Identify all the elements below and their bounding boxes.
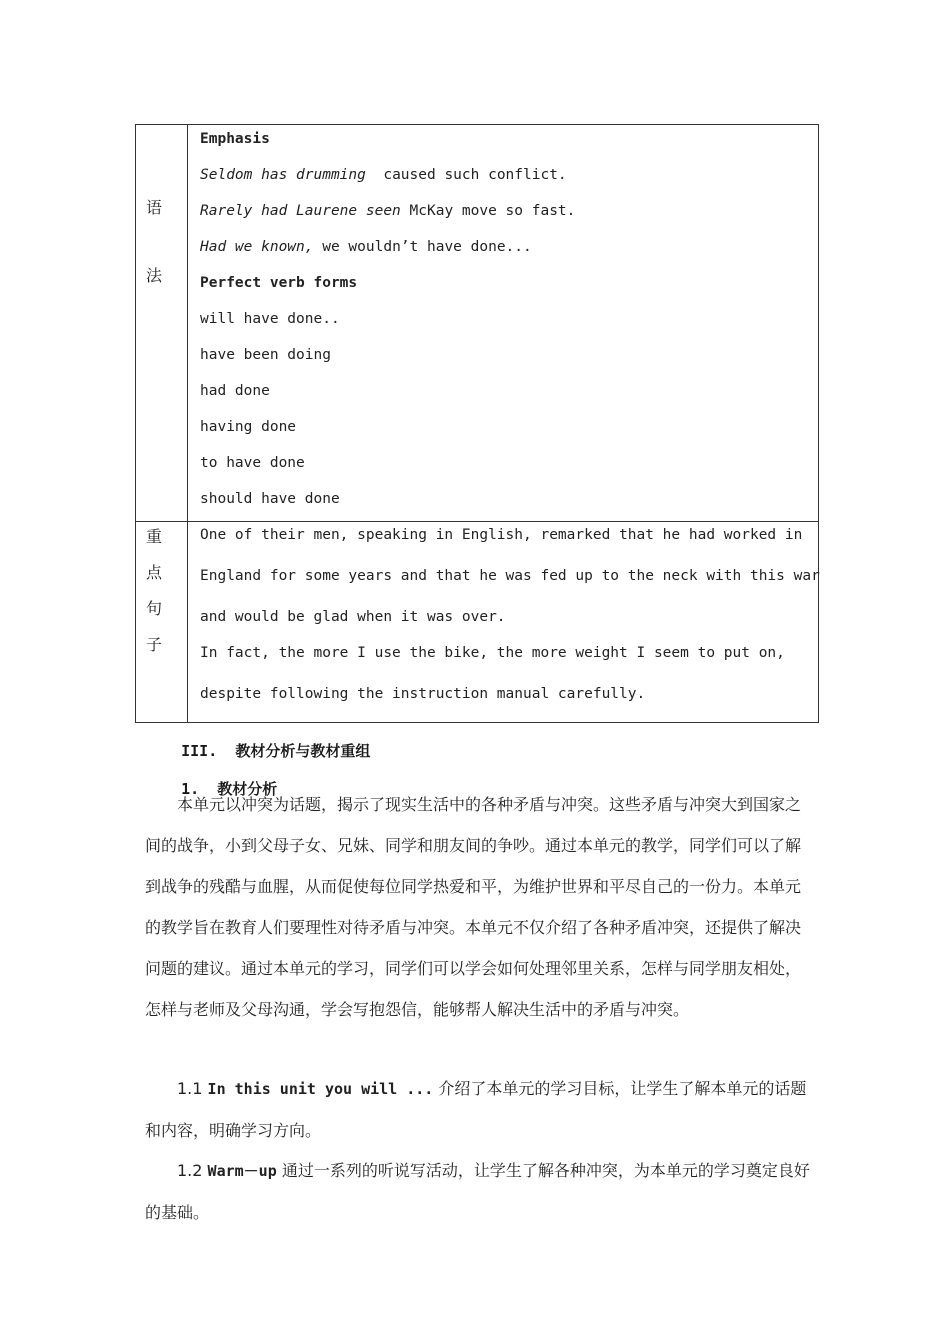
key-sentence-row — [136, 522, 819, 723]
key-sentence-line: despite following the instruction manual carefully. — [200, 686, 646, 702]
grammar-label-cell — [136, 125, 188, 522]
key-sentence-line: In fact, the more I use the bike, the more weight I seem to put on, — [200, 645, 785, 661]
paragraph-1-1 — [145, 1068, 810, 1151]
sentence-content-cell — [188, 522, 819, 723]
example-italic: Rarely had Laurene seen — [200, 203, 401, 219]
subsection-number: 1. — [181, 780, 200, 798]
sentence-label-char: 重 — [146, 527, 163, 546]
grammar-content-cell — [188, 125, 819, 522]
grammar-form: had done — [200, 383, 270, 399]
item-number: 1.1 — [177, 1079, 203, 1098]
example-rest: McKay move so fast. — [400, 203, 576, 219]
grammar-example — [188, 197, 818, 233]
key-sentence-line: England for some years and that he was fed up to the neck with this war — [200, 568, 820, 584]
example-italic: Had we known, — [200, 239, 314, 255]
item-title: Warm－up — [207, 1162, 277, 1180]
grammar-form: should have done — [200, 491, 340, 507]
grammar-example — [188, 161, 818, 197]
section-number: III. — [181, 742, 218, 760]
grammar-form: to have done — [200, 455, 305, 471]
analysis-paragraph: 本单元以冲突为话题，揭示了现实生活中的各种矛盾与冲突。这些矛盾与冲突大到国家之间的战争，小到父母子女、兄妹、同学和朋友间的争吵。通过本单元的教学，同学们可以了解到战争的残酷与血腥，从而促使每位同学热爱和平，为维护世界和平尽自己的一份力。本单元的教学旨在教育人们要理性对待矛盾与冲突。本单元不仅介绍了各种矛盾冲突，还提供了解决问题的建议。通过本单元的学习，同学们可以学会如何处理邻里关系，怎样与同学朋友相处，怎样与老师及父母沟通，学会写抱怨信，能够帮人解决生活中的矛盾与冲突。 — [145, 795, 802, 1019]
grammar-form: having done — [200, 419, 297, 435]
example-rest: caused such conflict. — [365, 167, 567, 183]
grammar-example — [188, 233, 818, 269]
example-italic: Seldom has drumming — [200, 167, 366, 183]
paragraph-1-2 — [145, 1150, 810, 1233]
grammar-row — [136, 125, 819, 522]
grammar-label-char: 法 — [146, 266, 163, 285]
item-number: 1.2 — [177, 1161, 203, 1180]
item-title: In this unit you will ... — [207, 1080, 434, 1098]
grammar-form: have been doing — [200, 347, 331, 363]
grammar-heading-perfect: Perfect verb forms — [200, 275, 358, 291]
key-sentence-line: One of their men, speaking in English, remarked that he had worked in — [200, 527, 803, 543]
grammar-heading-emphasis: Emphasis — [200, 131, 270, 147]
sentence-label-char: 句 — [146, 599, 163, 618]
sentence-label-cell — [136, 522, 188, 723]
item-description: 介绍了本单元的学习目标，让学生了解本单元的话题和内容，明确学习方向。 — [145, 1079, 807, 1140]
item-description: 通过一系列的听说写活动，让学生了解各种冲突，为本单元的学习奠定良好的基础。 — [145, 1161, 810, 1222]
section-title: 教材分析与教材重组 — [235, 742, 371, 760]
sentence-label-char: 点 — [146, 563, 163, 582]
sentence-label-char: 子 — [146, 635, 163, 654]
grammar-label-char: 语 — [146, 198, 163, 217]
subsection-title: 教材分析 — [217, 780, 278, 798]
unit-content-table — [135, 124, 819, 723]
example-rest: we wouldn’t have done... — [313, 239, 532, 255]
grammar-form: will have done.. — [200, 311, 340, 327]
key-sentence-line: and would be glad when it was over. — [200, 609, 506, 625]
